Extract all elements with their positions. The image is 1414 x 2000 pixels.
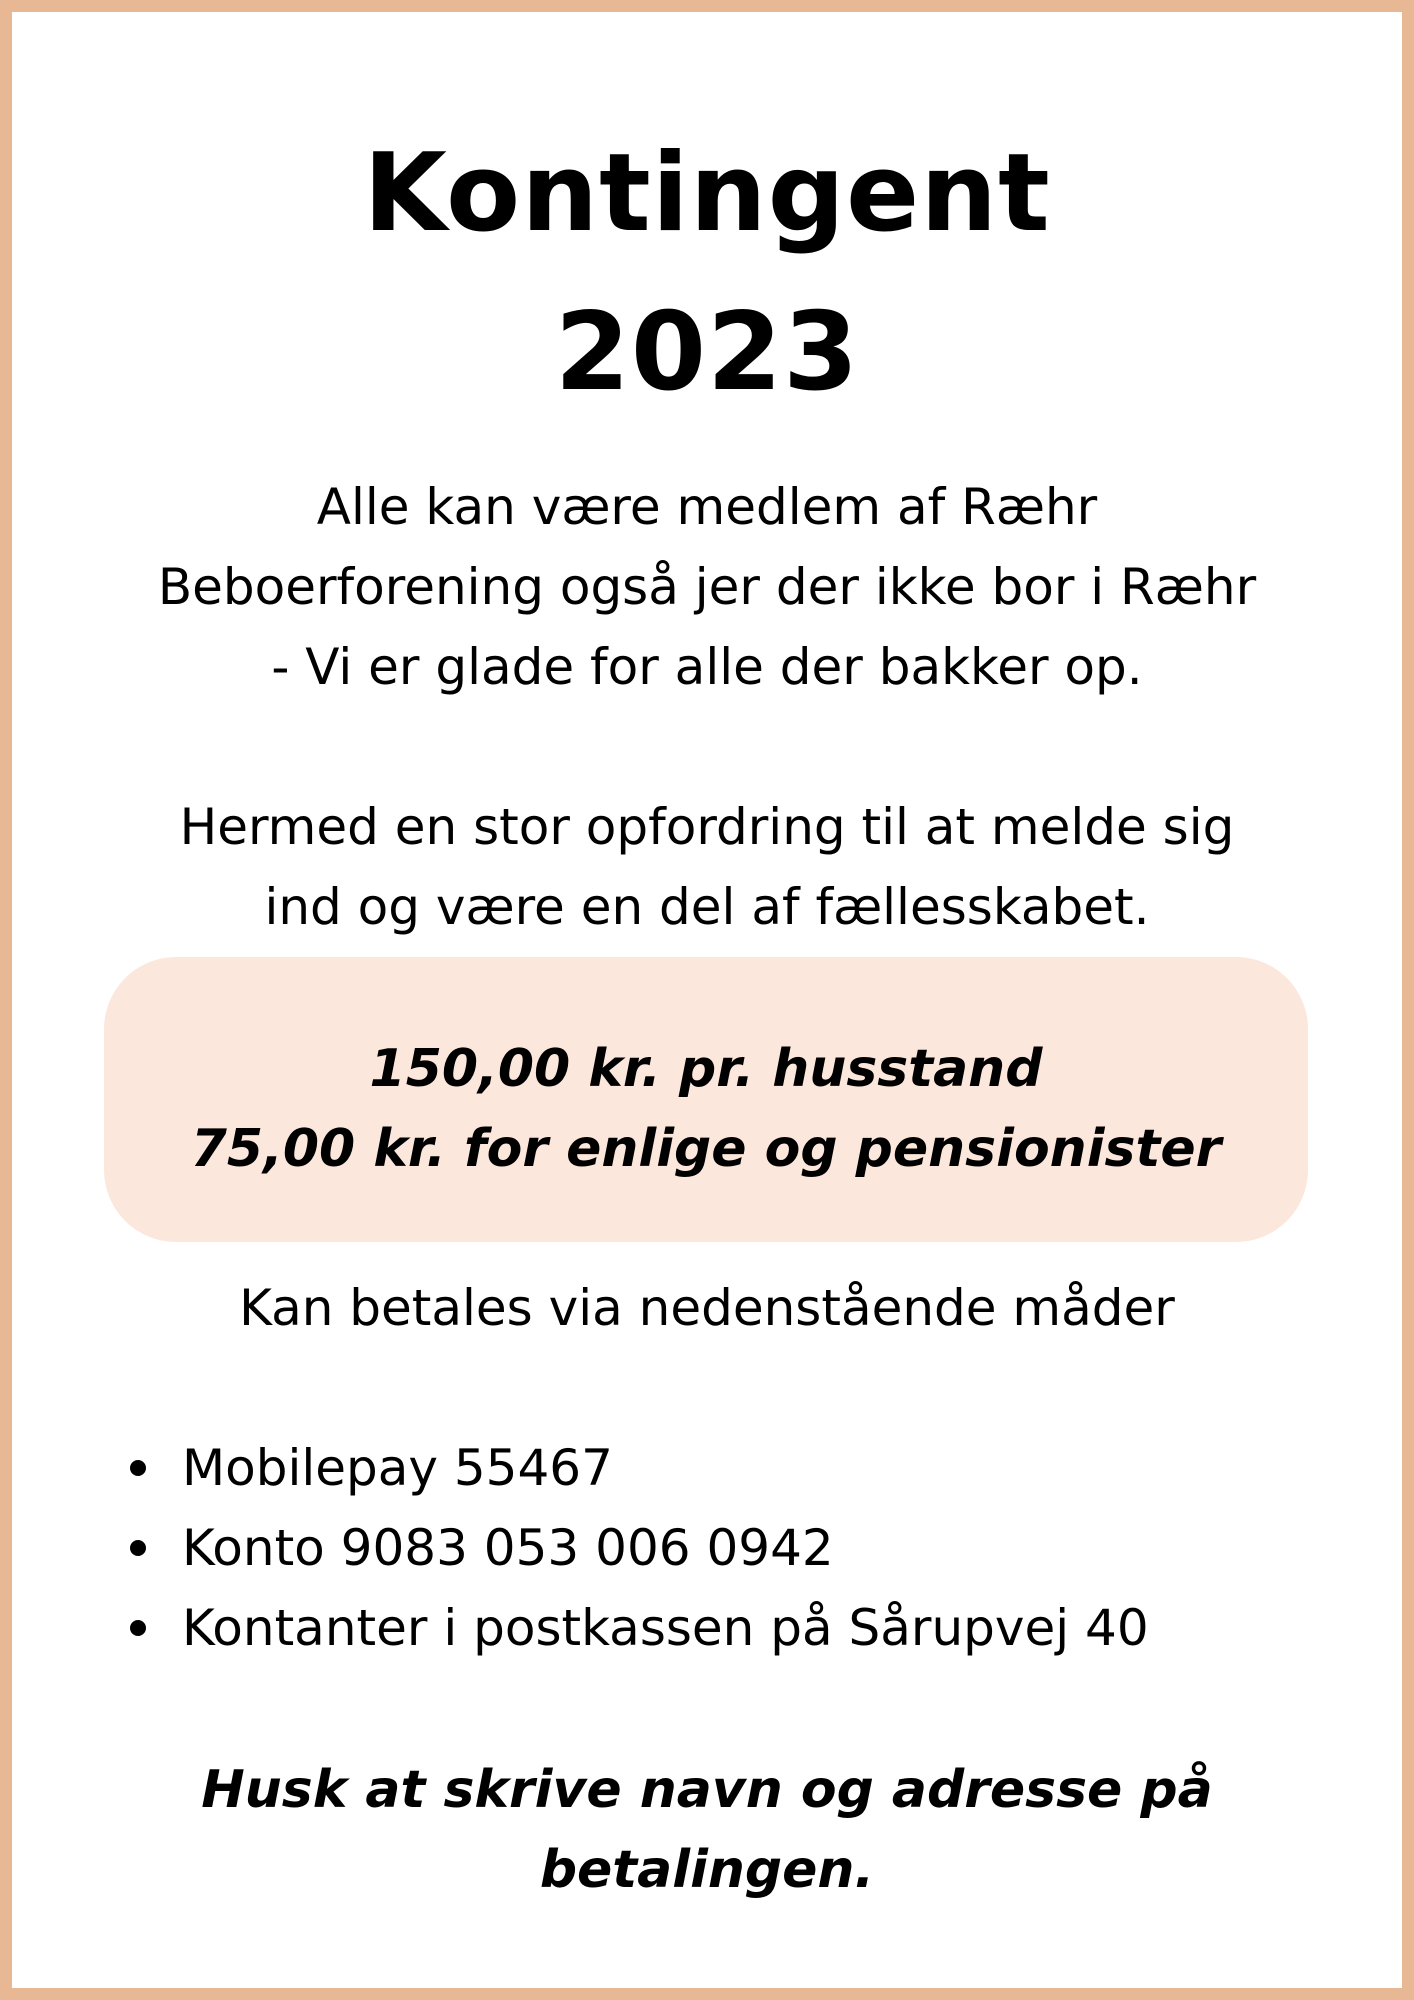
payment-method-label: Mobilepay 55467 <box>182 1439 613 1497</box>
price-household: 150,00 kr. pr. husstand <box>369 1039 1043 1099</box>
bullet-icon <box>130 1460 146 1476</box>
payment-intro: Kan betales via nedenstående måder <box>239 1279 1175 1337</box>
intro-line-3: - Vi er glade for alle der bakker op. <box>271 638 1143 696</box>
title-line-2: 2023 <box>554 290 860 415</box>
reminder-note <box>12 1750 1402 1910</box>
bullet-icon <box>130 1540 146 1556</box>
reminder-line-1: Husk at skrive navn og adresse på <box>201 1760 1213 1820</box>
reminder-line-2: betalingen. <box>539 1840 875 1900</box>
title-line-1: Kontingent <box>363 131 1051 256</box>
appeal-line-2: ind og være en del af fællesskabet. <box>264 878 1150 936</box>
intro-paragraph <box>12 467 1402 707</box>
intro-line-1: Alle kan være medlem af Ræhr <box>316 478 1098 536</box>
price-singles-pensioners: 75,00 kr. for enlige og pensionister <box>190 1119 1222 1179</box>
payment-method-label: Kontanter i postkassen på Sårupvej 40 <box>182 1599 1149 1657</box>
bullet-icon <box>130 1620 146 1636</box>
intro-line-2: Beboerforening også jer der ikke bor i Ræhr <box>157 558 1257 616</box>
payment-method-label: Konto 9083 053 006 0942 <box>182 1519 834 1577</box>
price-box <box>104 957 1308 1242</box>
appeal-line-1: Hermed en stor opfordring til at melde sig <box>179 798 1235 856</box>
appeal-paragraph <box>12 787 1402 947</box>
